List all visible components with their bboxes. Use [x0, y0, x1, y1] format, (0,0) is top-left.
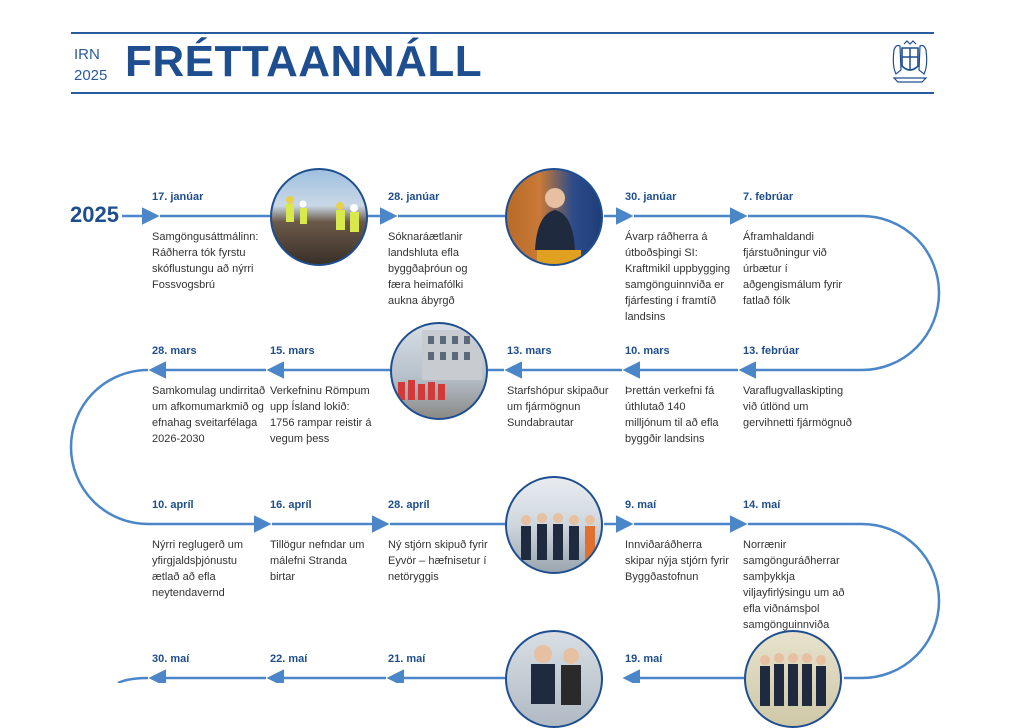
event-date: 13. mars [507, 345, 552, 357]
event-text[interactable]: Nýrri reglugerð um yfirgjaldsþjónustu ætlað að efla neytendavernd [152, 539, 244, 599]
event-date: 10. apríl [152, 499, 194, 511]
event-date: 21. maí [388, 653, 426, 665]
header-year: 2025 [74, 67, 108, 84]
event-text[interactable]: Áframhaldandi fjárstuðningur við úrbætur í aðgengismálum fyrir fatlað fólk [743, 231, 843, 307]
event-photo-board [505, 476, 603, 574]
event-date: 30. janúar [625, 191, 677, 203]
event-date: 9. maí [625, 499, 657, 511]
event-date: 22. maí [270, 653, 308, 665]
event-date: 19. maí [625, 653, 663, 665]
event-date: 30. maí [152, 653, 190, 665]
event-text[interactable]: Norrænir samgönguráðherrar samþykkja viljayfirlýsingu um að efla viðnámsþol samgönguinnviða [743, 539, 845, 631]
event-photo-pair [505, 630, 603, 728]
event-date: 7. febrúar [743, 191, 794, 203]
event-text[interactable]: Sóknaráætlanir landshluta efla byggðaþróun og færa heimafólki aukna ábyrgð [388, 231, 468, 307]
event-date: 10. mars [625, 345, 670, 357]
event-date: 16. apríl [270, 499, 312, 511]
event-date: 28. mars [152, 345, 197, 357]
event-text[interactable]: Ávarp ráðherra á útboðsþingi SI: Kraftmikil uppbygging samgönguinnviða er fjárfesting í framtíð landsins [625, 231, 731, 323]
event-text[interactable]: Innviðaráðherra skipar nýja stjórn fyrir Byggðastofnun [625, 539, 729, 583]
event-photo-groundbreaking [270, 168, 368, 266]
timeline-year: 2025 [70, 202, 119, 227]
event-date: 17. janúar [152, 191, 204, 203]
event-date: 15. mars [270, 345, 315, 357]
event-text[interactable]: Þrettán verkefni fá úthlutað 140 milljónum til að efla byggðir landsins [625, 385, 719, 445]
event-photo-nordic [744, 630, 842, 728]
event-text[interactable]: Varaflugvallaskipting við útlönd um gervihnetti fjármögnuð [743, 385, 852, 429]
event-photo-ramps [390, 322, 488, 420]
event-date: 28. janúar [388, 191, 440, 203]
event-text[interactable]: Ný stjórn skipuð fyrir Eyvör – hæfnisetur í netöryggis [388, 539, 488, 583]
event-text[interactable]: Verkefninu Römpum upp Ísland lokið: 1756 rampar reistir á vegum þess [270, 385, 372, 445]
event-date: 14. maí [743, 499, 781, 511]
event-text[interactable]: Starfshópur skipaður um fjármögnun Sundabrautar [507, 385, 609, 429]
event-date: 13. febrúar [743, 345, 800, 357]
event-text[interactable]: Samgöngusáttmálinn: Ráðherra tók fyrstu skóflustungu að nýrri Fossvogsbrú [152, 231, 259, 291]
event-text[interactable]: Samkomulag undirritað um afkomumarkmið og efnahag sveitarfélaga 2026-2030 [152, 385, 266, 445]
event-text[interactable]: Tillögur nefndar um málefni Stranda birtar [270, 539, 365, 583]
header-irn: IRN [74, 46, 100, 63]
event-date: 28. apríl [388, 499, 430, 511]
page-title: FRÉTTAANNÁLL [125, 37, 483, 86]
event-photo-speaker [505, 168, 603, 266]
